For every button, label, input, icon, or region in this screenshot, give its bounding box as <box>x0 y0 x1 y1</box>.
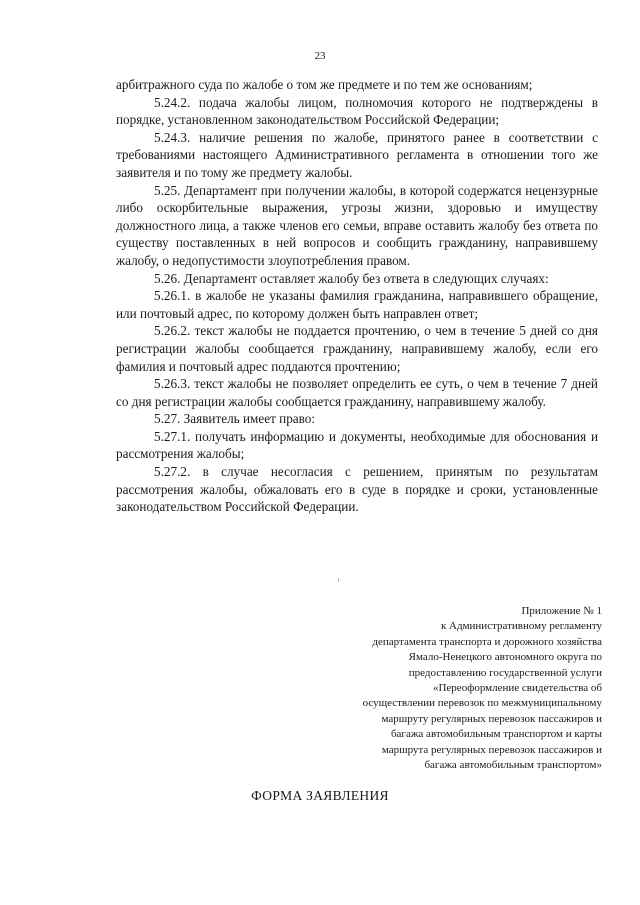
paragraph-5-26: 5.26. Департамент оставляет жалобу без ответа в следующих случаях: <box>154 270 549 286</box>
paragraph-5-26-2: 5.26.2. текст жалобы не поддается прочтению, о чем в течение 5 дней со дня регистрации жалобы сообщается гражданину, направившему жалобу, если его фамилия и почтовый адрес поддаются прочтению; <box>116 323 598 374</box>
appendix-line: осуществлении перевозок по межмуниципальному <box>362 697 602 710</box>
paragraph-5-24-2: 5.24.2. подача жалобы лицом, полномочия которого не подтверждены в порядке, установленном законодательством Российской Федерации; <box>116 94 598 128</box>
paragraph-5-25: 5.25. Департамент при получении жалобы, в которой содержатся нецензурные либо оскорбительные выражения, угрозы жизни, здоровью и имуществу должностного лица, а также членов его семьи, вправе оставить жалобу без ответа по существу поставленных в ней вопросов и сообщить гражданину, направившему жалобу, о недопустимости злоупотребления правом. <box>116 182 598 268</box>
appendix-line: Приложение № 1 <box>521 605 602 617</box>
scan-speck <box>338 578 339 582</box>
appendix-line: предоставлению государственной услуги <box>408 666 602 679</box>
appendix-line: маршруту регулярных перевозок пассажиров и <box>381 712 602 725</box>
appendix-header <box>292 604 602 773</box>
body-text <box>116 76 598 516</box>
appendix-line: багажа автомобильным транспортом» <box>424 759 602 772</box>
paragraph-5-24-3: 5.24.3. наличие решения по жалобе, принятого ранее в соответствии с требованиями настоящего Административного регламента в отношении того же заявителя и по тому же предмету жалобы. <box>116 129 598 180</box>
appendix-line: к Административному регламенту <box>440 620 602 633</box>
paragraph-5-27-2: 5.27.2. в случае несогласия с решением, принятым по результатам рассмотрения жалобы, обжаловать его в суде в порядке и сроки, установленные законодательством Российской Федерации. <box>116 464 598 515</box>
appendix-line: маршрута регулярных перевозок пассажиров и <box>381 743 602 756</box>
paragraph-5-27: 5.27. Заявитель имеет право: <box>154 411 316 427</box>
paragraph-5-26-1: 5.26.1. в жалобе не указаны фамилия гражданина, направившего обращение, или почтовый адрес, по которому должен быть направлен ответ; <box>116 288 598 321</box>
appendix-line: Ямало-Ненецкого автономного округа по <box>408 651 602 664</box>
appendix-line: багажа автомобильным транспортом и карты <box>390 728 602 741</box>
appendix-line: «Переоформление свидетельства об <box>432 682 602 695</box>
form-title: ФОРМА ЗАЯВЛЕНИЯ <box>251 788 389 803</box>
appendix-line: департамента транспорта и дорожного хозяйства <box>372 635 602 648</box>
paragraph-5-27-1: 5.27.1. получать информацию и документы, необходимые для обоснования и рассмотрения жалобы; <box>116 428 598 462</box>
paragraph-continuation: арбитражного суда по жалобе о том же предмете и по тем же основаниям; <box>116 77 533 92</box>
paragraph-5-26-3: 5.26.3. текст жалобы не позволяет определить ее суть, о чем в течение 7 дней со дня регистрации жалобы сообщается гражданину, направившему жалобу. <box>116 376 598 409</box>
page-number: 23 <box>314 50 326 62</box>
